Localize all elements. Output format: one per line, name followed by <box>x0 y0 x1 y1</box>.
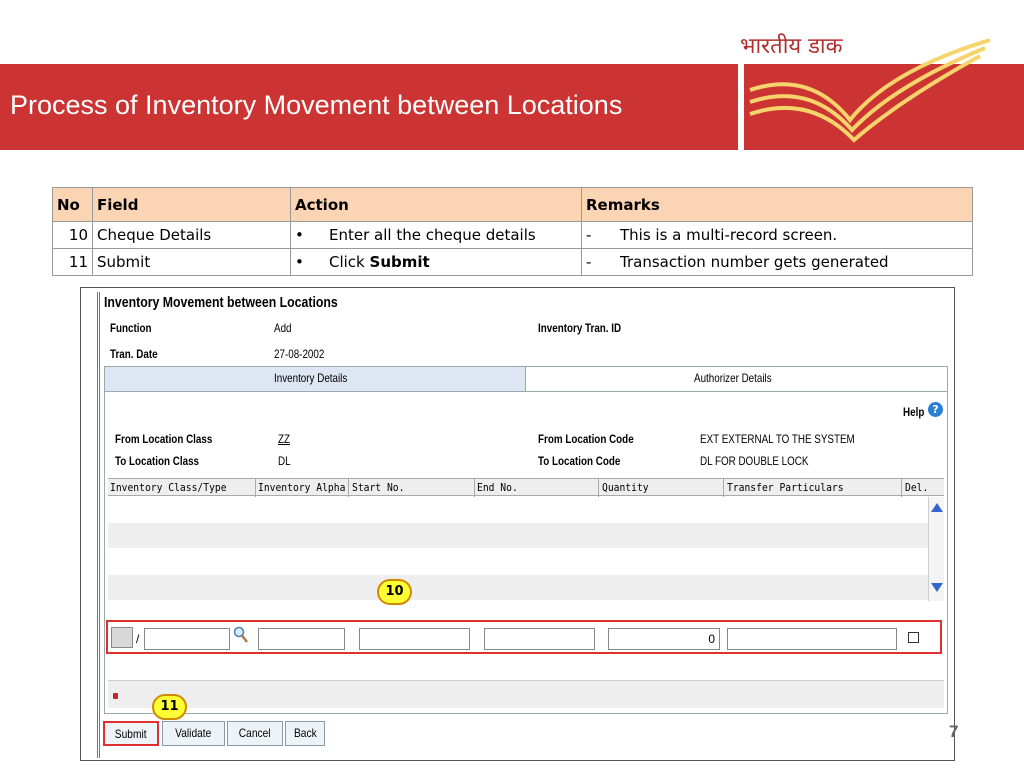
row-action <box>291 249 582 276</box>
to-location-class-value: DL <box>278 454 291 468</box>
header-remarks: Remarks <box>582 188 973 222</box>
row-field: Cheque Details <box>93 222 291 249</box>
header-action: Action <box>291 188 582 222</box>
start-no-input[interactable] <box>359 628 470 650</box>
form-title: Inventory Movement between Locations <box>104 294 338 311</box>
scroll-down-icon[interactable] <box>931 583 943 592</box>
table-header-row <box>53 188 973 222</box>
from-location-class-label: From Location Class <box>115 432 213 446</box>
inventory-tran-id-label: Inventory Tran. ID <box>538 321 622 335</box>
header-no: No <box>53 188 93 222</box>
column-separator <box>901 479 902 497</box>
to-location-code-value: DL FOR DOUBLE LOCK <box>700 454 809 468</box>
steps-table <box>52 187 973 276</box>
error-indicator-icon <box>113 693 118 699</box>
page-number: 7 <box>949 722 959 741</box>
remarks-text: This is a multi-record screen. <box>620 226 838 244</box>
function-label: Function <box>110 321 152 335</box>
callout-11: 11 <box>152 694 187 720</box>
table-row <box>53 249 973 276</box>
dash: - <box>586 253 592 271</box>
column-end-no: End No. <box>477 481 518 494</box>
search-icon[interactable] <box>233 626 249 644</box>
column-separator <box>723 479 724 497</box>
submit-button[interactable] <box>103 721 159 746</box>
row-no: 10 <box>53 222 93 249</box>
grid-scrollbar[interactable] <box>928 497 944 601</box>
help-icon[interactable]: ? <box>928 402 943 417</box>
action-text: Click <box>329 253 370 271</box>
column-separator <box>598 479 599 497</box>
column-del: Del. <box>905 481 929 494</box>
cancel-button-label: Cancel <box>239 726 271 740</box>
grid-row[interactable] <box>108 523 928 548</box>
help-label[interactable]: Help <box>903 405 925 419</box>
from-location-code-value: EXT EXTERNAL TO THE SYSTEM <box>700 432 855 446</box>
row-no: 11 <box>53 249 93 276</box>
tran-date-label: Tran. Date <box>110 347 158 361</box>
class-type-separator: / <box>136 632 140 646</box>
grid-header <box>108 478 944 496</box>
row-field: Submit <box>93 249 291 276</box>
action-text: Enter all the cheque details <box>329 226 536 244</box>
delete-checkbox[interactable] <box>908 632 919 643</box>
end-no-input[interactable] <box>484 628 595 650</box>
table-row <box>53 222 973 249</box>
row-remarks <box>582 249 973 276</box>
slide-title: Process of Inventory Movement between Locations <box>10 90 623 120</box>
column-inventory-alpha: Inventory Alpha <box>258 481 346 494</box>
column-start-no: Start No. <box>352 481 405 494</box>
back-button[interactable] <box>285 721 325 746</box>
submit-button-label: Submit <box>115 727 147 741</box>
inventory-alpha-input[interactable] <box>258 628 345 650</box>
column-separator <box>255 479 256 497</box>
column-quantity: Quantity <box>602 481 649 494</box>
to-location-class-label: To Location Class <box>115 454 200 468</box>
function-value: Add <box>274 321 292 335</box>
inventory-class-type-input[interactable] <box>144 628 230 650</box>
header-field: Field <box>93 188 291 222</box>
column-transfer-particulars: Transfer Particulars <box>727 481 844 494</box>
remarks-text: Transaction number gets generated <box>620 253 889 271</box>
cancel-button[interactable] <box>227 721 283 746</box>
validate-button-label: Validate <box>175 726 212 740</box>
to-location-code-label: To Location Code <box>538 454 621 468</box>
grid-row[interactable] <box>108 575 928 600</box>
bullet: • <box>295 253 304 271</box>
column-inventory-class-type: Inventory Class/Type <box>110 481 227 494</box>
india-post-logo-icon <box>720 30 1010 155</box>
row-action <box>291 222 582 249</box>
row-select-button[interactable] <box>111 627 133 648</box>
from-location-class-value[interactable]: ZZ <box>278 432 291 446</box>
callout-10: 10 <box>377 579 412 605</box>
validate-button[interactable] <box>162 721 225 746</box>
column-separator <box>348 479 349 497</box>
back-button-label: Back <box>293 726 317 740</box>
from-location-code-label: From Location Code <box>538 432 634 446</box>
tab-inventory-details-label[interactable]: Inventory Details <box>274 371 348 385</box>
status-strip <box>108 680 944 708</box>
action-bold-text: Submit <box>369 253 430 271</box>
tab-bar <box>104 366 948 392</box>
transfer-particulars-input[interactable] <box>727 628 897 650</box>
tran-date-value: 27-08-2002 <box>274 347 325 361</box>
dash: - <box>586 226 592 244</box>
bullet: • <box>295 226 304 244</box>
scroll-up-icon[interactable] <box>931 503 943 512</box>
row-remarks <box>582 222 973 249</box>
tab-authorizer-details-label[interactable]: Authorizer Details <box>694 371 772 385</box>
india-post-logo-text: भारतीय डाक <box>740 34 843 59</box>
quantity-input[interactable]: 0 <box>608 628 720 650</box>
column-separator <box>474 479 475 497</box>
